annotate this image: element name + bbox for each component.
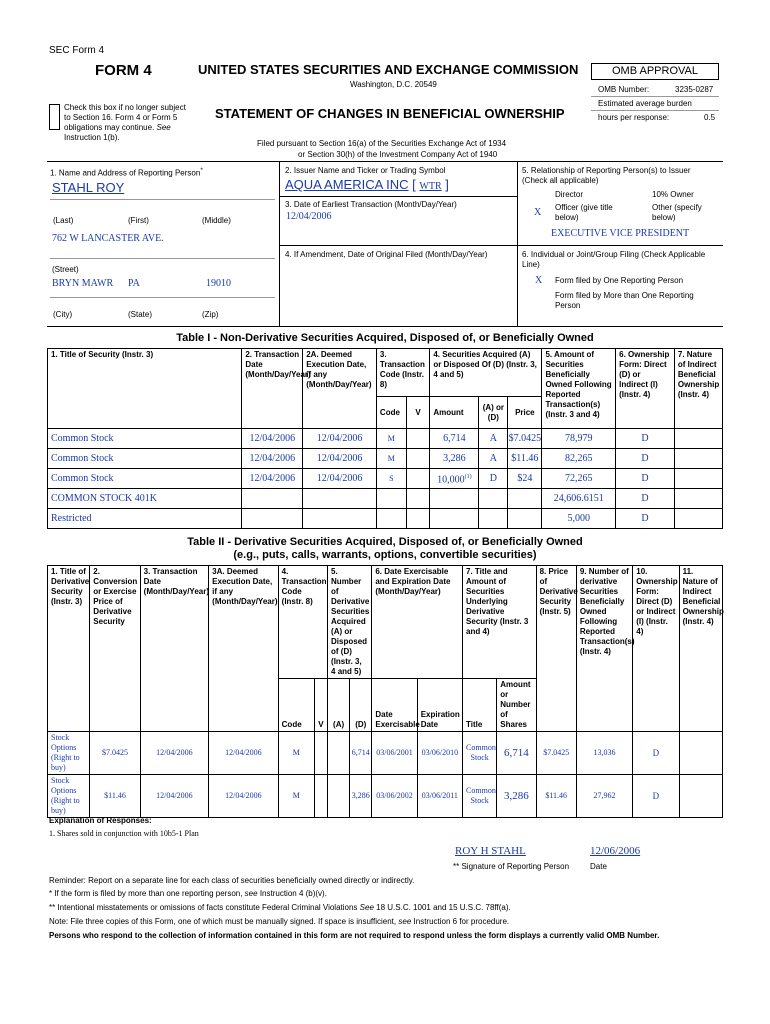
checkbox-text: Check this box if no longer subject to Section 16. Form 4 or Form 5 obligations may continue. See Instruction 1(b). xyxy=(64,103,186,142)
t2-underlying-title-cell: Common Stock xyxy=(463,775,497,818)
t1-code-cell: M xyxy=(376,449,406,469)
filed-pursuant-line1: Filed pursuant to Section 16(a) of the Securities Exchange Act of 1934 xyxy=(257,139,507,148)
star-note: * If the form is filed by more than one reporting person, see Instruction 4 (b)(v). xyxy=(49,889,327,898)
t1-owned-cell: 24,606.6151 xyxy=(542,489,616,509)
t1-title-cell: Common Stock xyxy=(48,449,242,469)
reminder-text: Reminder: Report on a separate line for each class of securities beneficially owned directly or indirectly. xyxy=(49,876,415,885)
reporting-person-name: STAHL ROY xyxy=(52,180,125,195)
t1-date-cell: 12/04/2006 xyxy=(242,449,303,469)
t1-header-form: 6. Ownership Form: Direct (D) or Indirect (I) (Instr. 4) xyxy=(616,349,675,429)
t2-underlying-amount-cell: 3,286 xyxy=(497,775,536,818)
t1-form-cell: D xyxy=(616,469,675,489)
t2-deemed-cell: 12/04/2006 xyxy=(209,732,279,775)
other-label: Other (specify below) xyxy=(652,203,702,222)
omb-hours-label: hours per response: xyxy=(598,113,670,122)
filed-pursuant-line2: or Section 30(h) of the Investment Company Act of 1940 xyxy=(298,150,498,159)
table2 xyxy=(47,565,723,818)
t1-form-cell: D xyxy=(616,429,675,449)
table2-title: Table II - Derivative Securities Acquired, Disposed of, or Beneficially Owned (e.g., puts, calls, warrants, options, convertible securities) xyxy=(187,536,583,561)
t1-header-code: 3. Transaction Code (Instr. 8) xyxy=(376,349,429,397)
t2-owned-cell: 27,962 xyxy=(576,775,632,818)
omb-burden-label: Estimated average burden xyxy=(598,99,692,108)
table1-row xyxy=(48,469,723,489)
t1-sub-price: Price xyxy=(508,397,542,429)
t2-header-nature: 11. Nature of Indirect Beneficial Ownership (Instr. 4) xyxy=(679,566,722,732)
t2-underlying-amount-cell: 6,714 xyxy=(497,732,536,775)
t1-nature-cell xyxy=(674,489,722,509)
table1-row xyxy=(48,509,723,529)
signature-label: ** Signature of Reporting Person xyxy=(453,862,570,871)
t1-price-cell: $24 xyxy=(508,469,542,489)
t1-owned-cell: 82,265 xyxy=(542,449,616,469)
t1-form-cell: D xyxy=(616,509,675,529)
t1-deemed-cell: 12/04/2006 xyxy=(303,449,377,469)
box3-label: 3. Date of Earliest Transaction (Month/Day/Year) xyxy=(285,200,457,209)
state-value: PA xyxy=(128,278,140,289)
signature-date: 12/06/2006 xyxy=(590,845,641,857)
t1-ad-cell: D xyxy=(479,469,508,489)
table1-title: Table I - Non-Derivative Securities Acquired, Disposed of, or Beneficially Owned xyxy=(176,332,594,344)
zip-value: 19010 xyxy=(206,278,231,289)
t2-title-cell: Stock Options (Right to buy) xyxy=(48,775,90,818)
t1-date-cell: 12/04/2006 xyxy=(242,429,303,449)
officer-checkmark[interactable]: X xyxy=(534,207,542,218)
issuer-name: AQUA AMERICA INC [ WTR ] xyxy=(285,177,449,192)
t2-deemed-cell: 12/04/2006 xyxy=(209,775,279,818)
t1-header-deemed: 2A. Deemed Execution Date, if any (Month/Day/Year) xyxy=(303,349,377,429)
t1-nature-cell xyxy=(674,449,722,469)
t1-ad-cell: A xyxy=(479,429,508,449)
one-person-label: Form filed by One Reporting Person xyxy=(555,276,684,285)
t1-v-cell xyxy=(406,429,430,449)
t1-v-cell xyxy=(406,469,430,489)
t1-deemed-cell: 12/04/2006 xyxy=(303,429,377,449)
date-label: Date xyxy=(590,862,607,871)
t1-code-cell: S xyxy=(376,469,406,489)
t2-sub-d: (D) xyxy=(350,679,372,732)
t1-nature-cell xyxy=(674,429,722,449)
t2-date-cell: 12/04/2006 xyxy=(140,732,209,775)
t2-form-cell: D xyxy=(633,732,679,775)
t2-exercisable-cell: 03/06/2002 xyxy=(372,775,417,818)
t2-header-owned: 9. Number of derivative Securities Beneficially Owned Following Reported Transaction(s) (Instr. 4) xyxy=(576,566,632,732)
location: Washington, D.C. 20549 xyxy=(350,80,437,89)
t2-expiration-cell: 03/06/2010 xyxy=(417,732,462,775)
t2-d-cell: 3,286 xyxy=(350,775,372,818)
t2-date-cell: 12/04/2006 xyxy=(140,775,209,818)
city-label: (City) xyxy=(53,310,73,319)
t2-title-cell: Stock Options (Right to buy) xyxy=(48,732,90,775)
t1-ad-cell: A xyxy=(479,449,508,469)
t1-amount-cell: 10,000$^{(1)}$ xyxy=(430,469,479,489)
t2-header-dates: 6. Date Exercisable and Expiration Date (Month/Day/Year) xyxy=(372,566,463,679)
zip-label: (Zip) xyxy=(202,310,219,319)
state-label: (State) xyxy=(128,310,153,319)
t2-d-cell: 6,714 xyxy=(350,732,372,775)
footnote-1: 1. Shares sold in conjunction with 10b5-1 Plan xyxy=(49,829,199,838)
t2-header-underlying: 7. Title and Amount of Securities Underlying Derivative Security (Instr. 3 and 4) xyxy=(463,566,537,679)
t1-deemed-cell: 12/04/2006 xyxy=(303,469,377,489)
t1-price-cell: $7.0425 xyxy=(508,429,542,449)
t1-form-cell: D xyxy=(616,489,675,509)
t1-header-owned: 5. Amount of Securities Beneficially Owned Following Reported Transaction(s) (Instr. 3 and 4) xyxy=(542,349,616,429)
t1-ad-cell xyxy=(479,509,508,529)
t2-price-cell: $7.0425 xyxy=(536,732,576,775)
t1-code-cell: M xyxy=(376,429,406,449)
t1-owned-cell: 78,979 xyxy=(542,429,616,449)
t1-owned-cell: 72,265 xyxy=(542,469,616,489)
t2-sub-code: Code xyxy=(278,679,314,732)
t1-title-cell: Common Stock xyxy=(48,429,242,449)
table2-row xyxy=(48,775,723,818)
t2-header-number: 5. Number of Derivative Securities Acquired (A) or Disposed of (D) (Instr. 3, 4 and 5) xyxy=(328,566,372,679)
t1-nature-cell xyxy=(674,509,722,529)
file-copies-note: Note: File three copies of this Form, one of which must be manually signed. If space is insufficient, see Instruction 6 for procedure. xyxy=(49,917,510,926)
officer-label: Officer (give title below) xyxy=(555,203,613,222)
t2-sub-v: V xyxy=(314,679,327,732)
t2-sub-date-exercisable: Date Exercisable xyxy=(372,679,417,732)
first-label: (First) xyxy=(128,216,149,225)
address-value: 762 W LANCASTER AVE. xyxy=(52,233,164,244)
t1-sub-amount: Amount xyxy=(430,397,479,429)
table2-row xyxy=(48,732,723,775)
t1-header-securities: 4. Securities Acquired (A) or Disposed Of (D) (Instr. 3, 4 and 5) xyxy=(430,349,542,397)
t2-header-form: 10. Ownership Form: Direct (D) or Indirect (I) (Instr. 4) xyxy=(633,566,679,732)
t2-expiration-cell: 03/06/2011 xyxy=(417,775,462,818)
street-label: (Street) xyxy=(52,265,79,274)
statement-title: STATEMENT OF CHANGES IN BENEFICIAL OWNERSHIP xyxy=(215,106,565,121)
t2-code-cell: M xyxy=(278,732,314,775)
more-persons-label: Form filed by More than One Reporting Person xyxy=(555,291,694,310)
t1-code-cell xyxy=(376,489,406,509)
t2-underlying-title-cell: Common Stock xyxy=(463,732,497,775)
t1-date-cell: 12/04/2006 xyxy=(242,469,303,489)
box2-label: 2. Issuer Name and Ticker or Trading Symbol xyxy=(285,166,446,175)
t1-price-cell: $11.46 xyxy=(508,449,542,469)
middle-label: (Middle) xyxy=(202,216,231,225)
agency-title: UNITED STATES SECURITIES AND EXCHANGE COMMISSION xyxy=(198,62,579,77)
t1-amount-cell: 6,714 xyxy=(430,429,479,449)
t1-price-cell xyxy=(508,509,542,529)
box5-label: 5. Relationship of Reporting Person(s) to Issuer (Check all applicable) xyxy=(522,166,691,185)
t1-title-cell: Restricted xyxy=(48,509,242,529)
t1-date-cell xyxy=(242,509,303,529)
t2-nature-cell xyxy=(679,732,722,775)
omb-persons-note: Persons who respond to the collection of information contained in this form are not required to respond unless the form displays a currently valid OMB Number. xyxy=(49,931,660,940)
t1-form-cell: D xyxy=(616,449,675,469)
box4-label: 4. If Amendment, Date of Original Filed (Month/Day/Year) xyxy=(285,250,488,259)
ten-percent-owner-label: 10% Owner xyxy=(652,190,694,199)
t2-header-date: 3. Transaction Date (Month/Day/Year) xyxy=(140,566,209,732)
explanation-label: Explanation of Responses: xyxy=(49,816,152,825)
t2-header-deemed: 3A. Deemed Execution Date, if any (Month/Day/Year) xyxy=(209,566,279,732)
t2-conversion-cell: $7.0425 xyxy=(90,732,140,775)
omb-title: OMB APPROVAL xyxy=(591,63,719,80)
table1 xyxy=(47,348,723,529)
t1-amount-cell xyxy=(430,509,479,529)
t1-header-date: 2. Transaction Date (Month/Day/Year) xyxy=(242,349,303,429)
double-star-note: ** Intentional misstatements or omissions of facts constitute Federal Criminal Violations See 18 U.S.C. 1001 and 15 U.S.C. 78ff(a). xyxy=(49,903,511,912)
t1-amount-cell: 3,286 xyxy=(430,449,479,469)
t2-sub-expiration: Expiration Date xyxy=(417,679,462,732)
t2-conversion-cell: $11.46 xyxy=(90,775,140,818)
t2-header-title: 1. Title of Derivative Security (Instr. 3) xyxy=(48,566,90,732)
box6-label: 6. Individual or Joint/Group Filing (Check Applicable Line) xyxy=(522,250,706,269)
table1-row xyxy=(48,429,723,449)
t1-amount-cell xyxy=(430,489,479,509)
t1-deemed-cell xyxy=(303,509,377,529)
t2-v-cell xyxy=(314,732,327,775)
box1-label: 1. Name and Address of Reporting Person* xyxy=(50,167,203,178)
t2-sub-a: (A) xyxy=(328,679,350,732)
t1-header-title: 1. Title of Security (Instr. 3) xyxy=(48,349,242,429)
t1-sub-ad: (A) or (D) xyxy=(479,397,508,429)
t2-code-cell: M xyxy=(278,775,314,818)
t1-title-cell: COMMON STOCK 401K xyxy=(48,489,242,509)
t2-header-conversion: 2. Conversion or Exercise Price of Derivative Security xyxy=(90,566,140,732)
t2-form-cell: D xyxy=(633,775,679,818)
table1-row xyxy=(48,489,723,509)
t1-code-cell xyxy=(376,509,406,529)
t1-date-cell xyxy=(242,489,303,509)
t1-header-nature: 7. Nature of Indirect Beneficial Ownership (Instr. 4) xyxy=(674,349,722,429)
t1-v-cell xyxy=(406,489,430,509)
officer-title: EXECUTIVE VICE PRESIDENT xyxy=(551,228,690,239)
t2-exercisable-cell: 03/06/2001 xyxy=(372,732,417,775)
t1-ad-cell xyxy=(479,489,508,509)
omb-hours-value: 0.5 xyxy=(704,113,716,122)
no-longer-subject-checkbox[interactable] xyxy=(49,104,60,130)
sec-form-label: SEC Form 4 xyxy=(49,45,105,56)
t2-owned-cell: 13,036 xyxy=(576,732,632,775)
t1-owned-cell: 5,000 xyxy=(542,509,616,529)
t1-nature-cell xyxy=(674,469,722,489)
signature-value: ROY H STAHL xyxy=(455,845,526,857)
t1-v-cell xyxy=(406,449,430,469)
t1-title-cell: Common Stock xyxy=(48,469,242,489)
omb-number-value: 3235-0287 xyxy=(675,85,714,94)
t2-header-code: 4. Transaction Code (Instr. 8) xyxy=(278,566,327,679)
t1-sub-code: Code xyxy=(376,397,406,429)
t1-v-cell xyxy=(406,509,430,529)
t2-nature-cell xyxy=(679,775,722,818)
form-title: FORM 4 xyxy=(95,62,152,79)
t2-v-cell xyxy=(314,775,327,818)
t2-a-cell xyxy=(328,732,350,775)
director-label: Director xyxy=(555,190,584,199)
table1-row xyxy=(48,449,723,469)
t1-price-cell xyxy=(508,489,542,509)
omb-number-label: OMB Number: xyxy=(598,85,650,94)
t2-header-price: 8. Price of Derivative Security (Instr. 5) xyxy=(536,566,576,732)
last-label: (Last) xyxy=(53,216,74,225)
t1-sub-v: V xyxy=(406,397,430,429)
earliest-transaction-date: 12/04/2006 xyxy=(286,211,332,222)
city-value: BRYN MAWR xyxy=(52,278,114,289)
t2-a-cell xyxy=(328,775,350,818)
t1-deemed-cell xyxy=(303,489,377,509)
one-person-checkmark[interactable]: X xyxy=(535,275,543,286)
t2-sub-amount: Amount or Number of Shares xyxy=(497,679,536,732)
t2-sub-title: Title xyxy=(463,679,497,732)
t2-price-cell: $11.46 xyxy=(536,775,576,818)
omb-approval-box xyxy=(591,63,719,123)
